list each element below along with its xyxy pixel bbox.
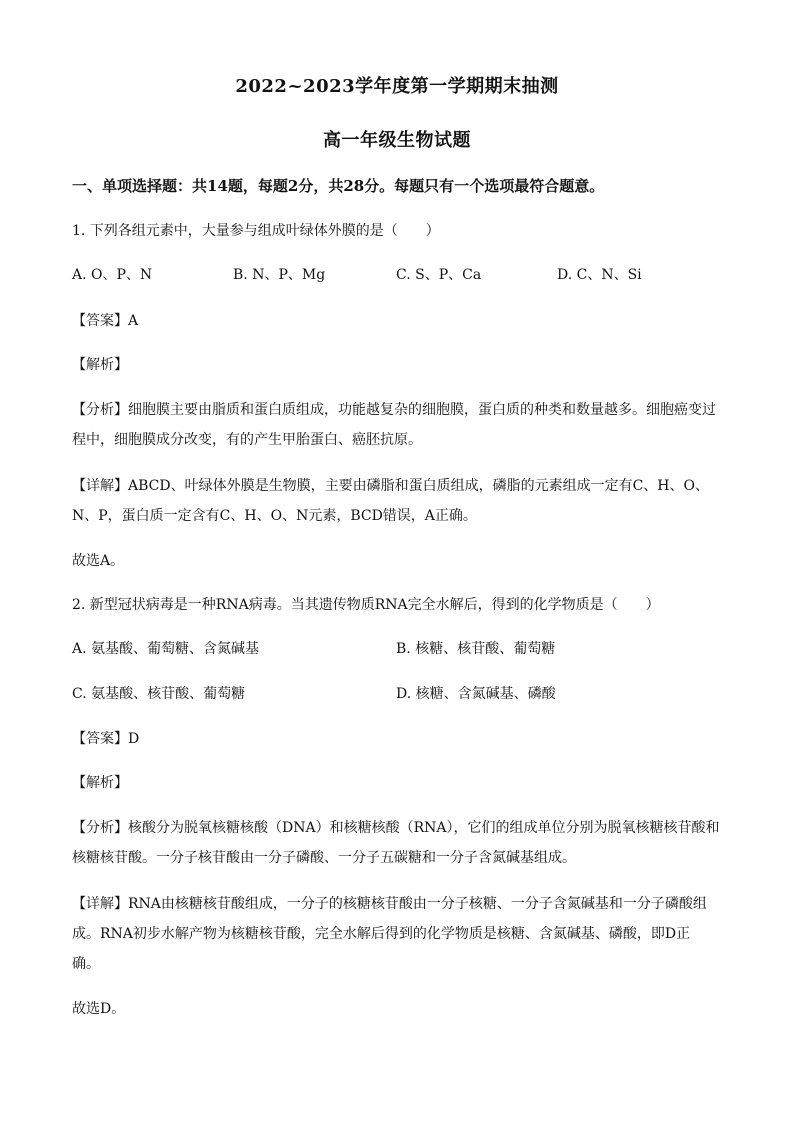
- q2-xiangjie-line-2: 成。RNA初步水解产物为核糖核苷酸，完全水解后得到的化学物质是核糖、含氮碱基、磷酸，即D正: [72, 926, 691, 942]
- q2-option-b: B. 核糖、核苷酸、葡萄糖: [396, 641, 556, 657]
- exam-subtitle: 高一年级生物试题: [323, 130, 471, 151]
- q1-conclusion: 故选A。: [72, 553, 125, 569]
- q2-fenxi-line-1: 【分析】核酸分为脱氧核糖核酸（DNA）和核糖核酸（RNA），它们的组成单位分别为脱氧核糖核苷酸和: [72, 820, 720, 836]
- q2-answer: 【答案】D: [72, 731, 140, 747]
- q1-option-b: B. N、P、Mg: [233, 267, 326, 283]
- q1-option-a: A. O、P、N: [72, 267, 153, 283]
- q2-xiangjie-line-1: 【详解】RNA由核糖核苷酸组成，一分子的核糖核苷酸由一分子核糖、一分子含氮碱基和一分子磷酸组: [72, 896, 707, 912]
- q1-option-d: D. C、N、Si: [557, 267, 642, 283]
- q2-analysis-label: 【解析】: [72, 775, 128, 791]
- q2-conclusion: 故选D。: [72, 1001, 126, 1017]
- q1-answer: 【答案】A: [72, 313, 139, 329]
- question-2-stem: 2. 新型冠状病毒是一种RNA病毒。当其遗传物质RNA完全水解后，得到的化学物质是（ ）: [72, 597, 660, 613]
- q1-xiangjie-line-2: N、P，蛋白质一定含有C、H、O、N元素，BCD错误，A正确。: [72, 508, 477, 524]
- q2-fenxi-line-2: 核糖核苷酸。一分子核苷酸由一分子磷酸、一分子五碳糖和一分子含氮碱基组成。: [72, 850, 576, 866]
- q2-option-c: C. 氨基酸、核苷酸、葡萄糖: [72, 686, 246, 702]
- q1-option-c: C. S、P、Ca: [396, 267, 482, 283]
- q1-fenxi-line-2: 程中，细胞膜成分改变，有的产生甲胎蛋白、癌胚抗原。: [72, 432, 422, 448]
- section-heading: 一、单项选择题：共14题，每题2分，共28分。每题只有一个选项最符合题意。: [72, 177, 605, 195]
- q2-option-a: A. 氨基酸、葡萄糖、含氮碱基: [72, 641, 260, 657]
- q1-analysis-label: 【解析】: [72, 357, 128, 373]
- exam-title: 2022~2023学年度第一学期期末抽测: [235, 76, 559, 97]
- q2-xiangjie-line-3: 确。: [72, 956, 100, 972]
- q1-fenxi-line-1: 【分析】细胞膜主要由脂质和蛋白质组成，功能越复杂的细胞膜，蛋白质的种类和数量越多。细胞癌变过: [72, 402, 716, 418]
- question-1-stem: 1. 下列各组元素中，大量参与组成叶绿体外膜的是（ ）: [72, 223, 440, 239]
- q2-option-d: D. 核糖、含氮碱基、磷酸: [396, 686, 556, 702]
- q1-xiangjie-line-1: 【详解】ABCD、叶绿体外膜是生物膜，主要由磷脂和蛋白质组成，磷脂的元素组成一定有C、H、O、: [72, 478, 709, 494]
